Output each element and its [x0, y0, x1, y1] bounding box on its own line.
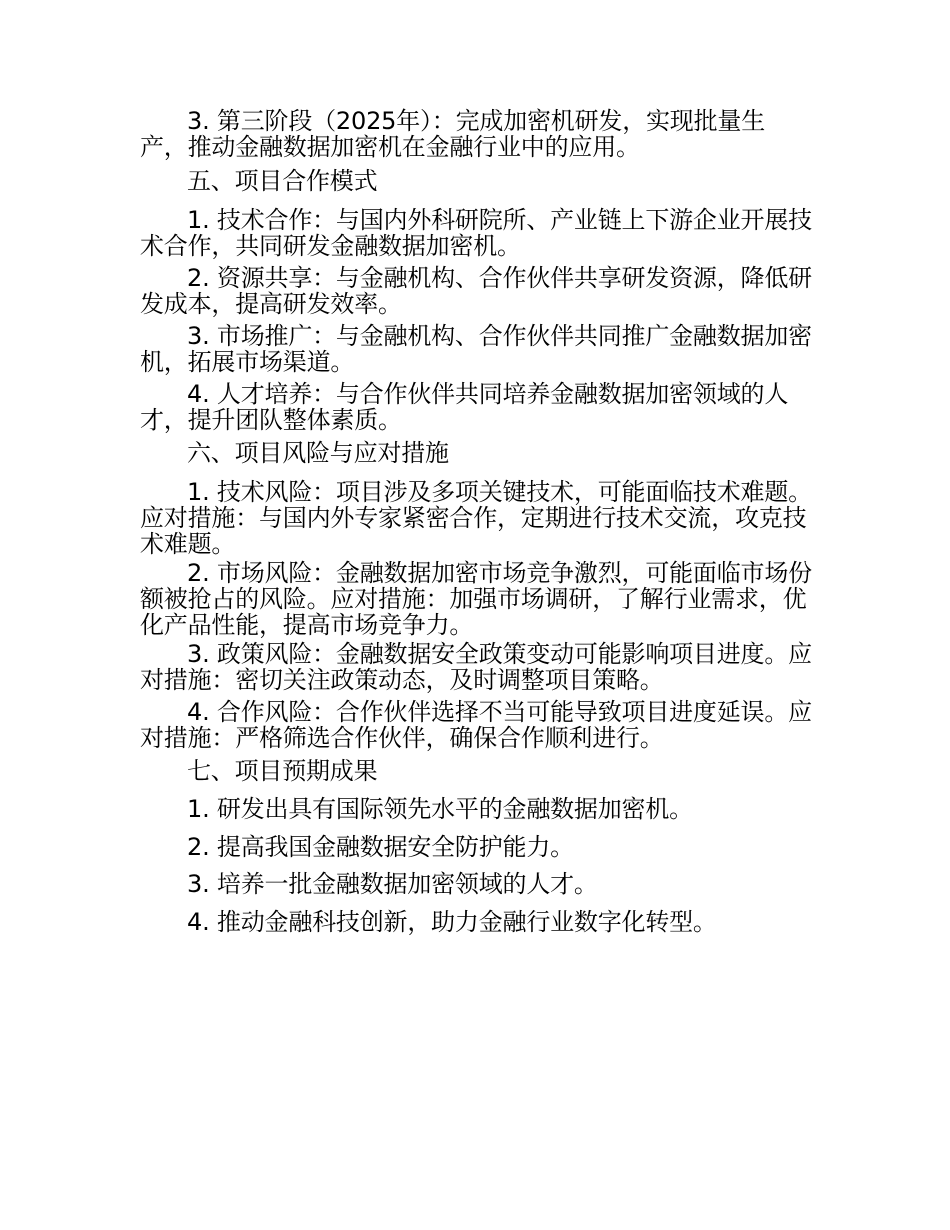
list-item-result-1: 1. 研发出具有国际领先水平的金融数据加密机。 — [187, 795, 693, 823]
paragraph-phase-3: 3. 第三阶段（2025年）：完成加密机研发，实现批量生产，推动金融数据加密机在金融行业中的应用。 — [140, 107, 766, 161]
list-item-result-2: 2. 提高我国金融数据安全防护能力。 — [187, 833, 574, 861]
paragraph-market-promotion: 3. 市场推广：与金融机构、合作伙伴共同推广金融数据加密机，拓展市场渠道。 — [140, 322, 812, 376]
paragraph-talent-training: 4. 人才培养：与合作伙伴共同培养金融数据加密领域的人才，提升团队整体素质。 — [140, 380, 789, 434]
section-heading-expected-results: 七、项目预期成果 — [187, 757, 378, 785]
section-heading-risks: 六、项目风险与应对措施 — [187, 439, 449, 467]
paragraph-policy-risk: 3. 政策风险：金融数据安全政策变动可能影响项目进度。应对措施：密切关注政策动态，及时调整项目策略。 — [140, 640, 812, 694]
list-item-result-4: 4. 推动金融科技创新，助力金融行业数字化转型。 — [187, 908, 717, 936]
paragraph-market-risk: 2. 市场风险：金融数据加密市场竞争激烈，可能面临市场份额被抢占的风险。应对措施：加强市场调研，了解行业需求，优化产品性能，提高市场竞争力。 — [140, 559, 812, 639]
paragraph-tech-risk: 1. 技术风险：项目涉及多项关键技术，可能面临技术难题。应对措施：与国内外专家紧密合作，定期进行技术交流，攻克技术难题。 — [140, 478, 812, 558]
paragraph-cooperation-risk: 4. 合作风险：合作伙伴选择不当可能导致项目进度延误。应对措施：严格筛选合作伙伴，确保合作顺利进行。 — [140, 698, 812, 752]
paragraph-resource-sharing: 2. 资源共享：与金融机构、合作伙伴共享研发资源，降低研发成本，提高研发效率。 — [140, 264, 812, 318]
paragraph-tech-cooperation: 1. 技术合作：与国内外科研院所、产业链上下游企业开展技术合作，共同研发金融数据加密机。 — [140, 206, 812, 260]
list-item-result-3: 3. 培养一批金融数据加密领域的人才。 — [187, 870, 598, 898]
section-heading-cooperation-mode: 五、项目合作模式 — [187, 167, 378, 195]
